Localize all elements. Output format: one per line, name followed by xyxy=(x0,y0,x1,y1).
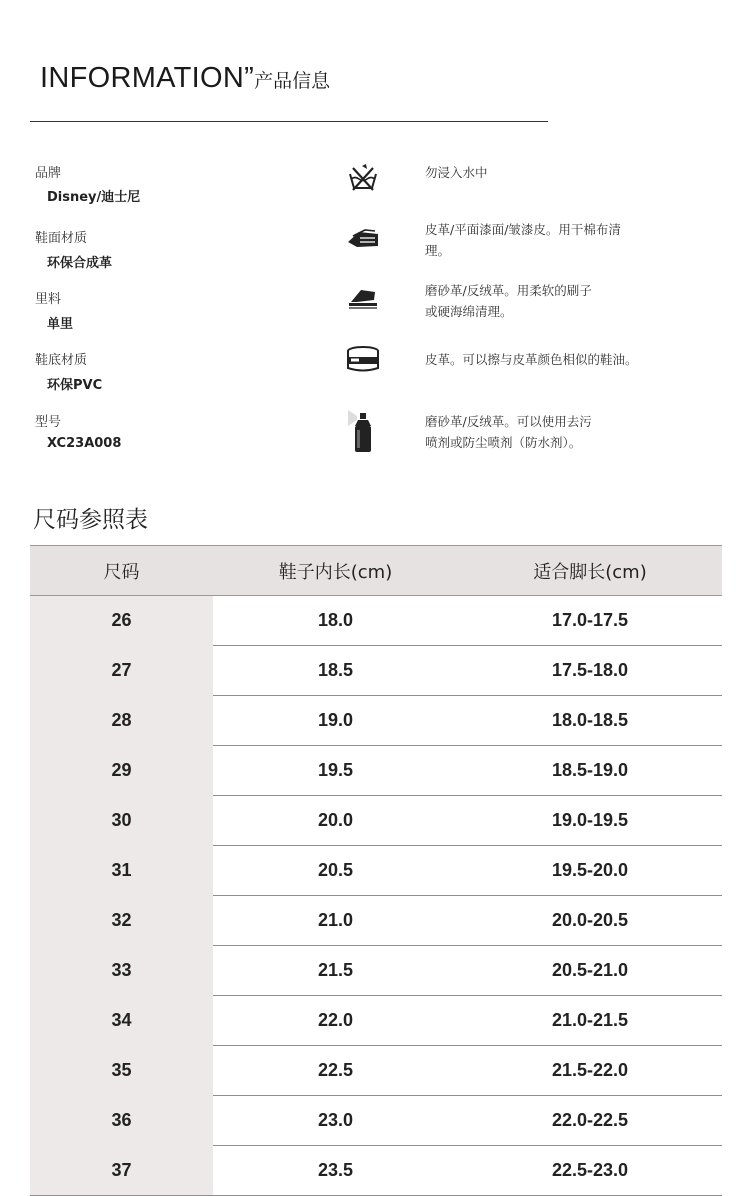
care-line: 或硬海绵清理。 xyxy=(425,304,513,319)
polish-tin-icon xyxy=(345,342,381,378)
header-divider xyxy=(30,121,548,122)
inner-length-cell: 23.5 xyxy=(213,1146,458,1196)
foot-length-cell: 18.0-18.5 xyxy=(458,696,722,746)
size-cell: 37 xyxy=(30,1146,213,1196)
brush-icon xyxy=(345,280,381,316)
attribute-value: Disney/迪士尼 xyxy=(47,190,141,205)
inner-length-cell: 18.5 xyxy=(213,646,458,696)
table-row xyxy=(30,646,722,696)
care-line: 勿浸入水中 xyxy=(425,165,488,180)
inner-length-cell: 22.0 xyxy=(213,996,458,1046)
foot-length-cell: 22.5-23.0 xyxy=(458,1146,722,1196)
care-instruction xyxy=(425,280,665,322)
size-cell: 32 xyxy=(30,896,213,946)
inner-length-cell: 21.5 xyxy=(213,946,458,996)
inner-length-cell: 23.0 xyxy=(213,1096,458,1146)
table-row xyxy=(30,1096,722,1146)
care-line: 磨砂革/反绒革。用柔软的刷子 xyxy=(425,283,592,298)
foot-length-cell: 19.0-19.5 xyxy=(458,796,722,846)
foot-length-cell: 22.0-22.5 xyxy=(458,1096,722,1146)
table-row xyxy=(30,696,722,746)
inner-length-cell: 19.0 xyxy=(213,696,458,746)
title-cn: 产品信息 xyxy=(254,71,331,92)
foot-length-cell: 18.5-19.0 xyxy=(458,746,722,796)
attribute-label: 品牌 xyxy=(35,166,62,181)
care-line: 皮革/平面漆面/皱漆皮。用干棉布清 xyxy=(425,222,621,237)
attribute-label: 鞋面材质 xyxy=(35,231,88,246)
care-line: 皮革。可以擦与皮革颜色相似的鞋油。 xyxy=(425,352,638,367)
inner-length-cell: 20.5 xyxy=(213,846,458,896)
foot-length-cell: 20.0-20.5 xyxy=(458,896,722,946)
table-row xyxy=(30,1046,722,1096)
table-row xyxy=(30,1146,722,1196)
size-chart-body xyxy=(30,596,722,1196)
column-header-foot-length: 适合脚长(cm) xyxy=(458,546,722,596)
size-cell: 28 xyxy=(30,696,213,746)
care-instruction xyxy=(425,162,665,183)
wipe-cloth-icon xyxy=(345,222,381,258)
size-chart-title: 尺码参照表 xyxy=(33,507,148,533)
care-line: 磨砂革/反绒革。可以使用去污 xyxy=(425,414,592,429)
care-line: 喷剂或防尘喷剂（防水剂）。 xyxy=(425,435,582,450)
foot-length-cell: 21.5-22.0 xyxy=(458,1046,722,1096)
attribute-label: 鞋底材质 xyxy=(35,353,88,368)
care-line: 理。 xyxy=(425,243,451,258)
size-cell: 31 xyxy=(30,846,213,896)
inner-length-cell: 21.0 xyxy=(213,896,458,946)
inner-length-cell: 18.0 xyxy=(213,596,458,646)
spray-can-icon xyxy=(345,408,381,454)
size-cell: 33 xyxy=(30,946,213,996)
table-row xyxy=(30,846,722,896)
size-chart-table xyxy=(30,545,722,1196)
table-header-row xyxy=(30,546,722,596)
size-cell: 30 xyxy=(30,796,213,846)
inner-length-cell: 20.0 xyxy=(213,796,458,846)
table-row xyxy=(30,946,722,996)
inner-length-cell: 19.5 xyxy=(213,746,458,796)
size-cell: 29 xyxy=(30,746,213,796)
foot-length-cell: 19.5-20.0 xyxy=(458,846,722,896)
table-row xyxy=(30,596,722,646)
attribute-value: 单里 xyxy=(47,317,74,332)
title-en: INFORMATION” xyxy=(40,62,255,94)
attribute-label: 里料 xyxy=(35,292,62,307)
care-instruction xyxy=(425,349,665,370)
size-cell: 35 xyxy=(30,1046,213,1096)
table-row xyxy=(30,796,722,846)
foot-length-cell: 17.0-17.5 xyxy=(458,596,722,646)
table-row xyxy=(30,996,722,1046)
attribute-label: 型号 xyxy=(35,415,62,430)
size-cell: 36 xyxy=(30,1096,213,1146)
table-row xyxy=(30,746,722,796)
foot-length-cell: 17.5-18.0 xyxy=(458,646,722,696)
column-header-size: 尺码 xyxy=(30,546,213,596)
page-title xyxy=(40,62,330,95)
no-soak-icon xyxy=(345,160,381,196)
inner-length-cell: 22.5 xyxy=(213,1046,458,1096)
attribute-value: 环保PVC xyxy=(47,378,103,393)
column-header-inner-length: 鞋子内长(cm) xyxy=(213,546,458,596)
table-row xyxy=(30,896,722,946)
size-cell: 34 xyxy=(30,996,213,1046)
size-cell: 27 xyxy=(30,646,213,696)
attribute-value: XC23A008 xyxy=(47,436,122,451)
foot-length-cell: 21.0-21.5 xyxy=(458,996,722,1046)
attribute-value: 环保合成革 xyxy=(47,256,113,271)
care-instruction xyxy=(425,411,665,453)
care-instruction xyxy=(425,219,665,261)
foot-length-cell: 20.5-21.0 xyxy=(458,946,722,996)
size-cell: 26 xyxy=(30,596,213,646)
